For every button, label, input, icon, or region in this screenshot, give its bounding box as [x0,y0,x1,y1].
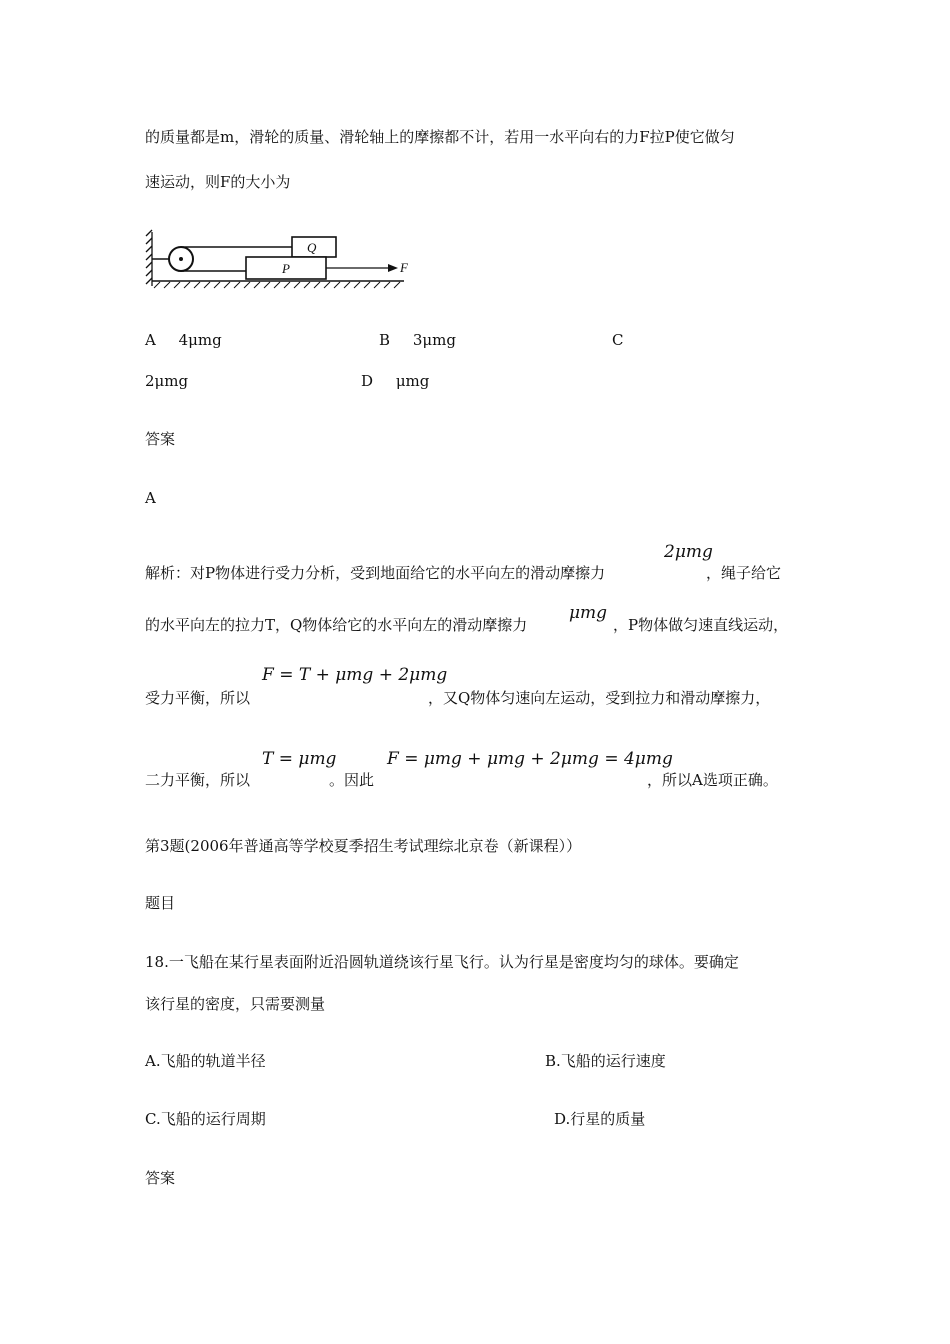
wall [146,230,152,286]
q3-answer-heading: 答案 [145,1169,176,1187]
analysis-line-3b: ，又Q物体匀速向左运动，受到拉力和滑动摩擦力， [428,689,771,707]
q2-option-a [145,330,222,350]
option-text: μmg [395,372,430,390]
math-friction-q: μmg [569,603,608,623]
q2-option-c-text: 2μmg [145,372,189,390]
option-letter: D [361,372,374,390]
q2-option-c-letter: C [612,331,624,349]
analysis-line-3a: 受力平衡，所以 [145,689,251,707]
analysis-line-2a: 的水平向左的拉力T，Q物体给它的水平向左的滑动摩擦力 [145,616,528,634]
q2-stem-line-1: 的质量都是m，滑轮的质量、滑轮轴上的摩擦都不计，若用一水平向右的力F拉P使它做匀 [145,128,735,146]
block-p-label: P [282,261,290,276]
analysis-line-4a: 二力平衡，所以 [145,771,251,789]
q2-answer: A [145,489,156,507]
q3-title: 第3题(2006年普通高等学校夏季招生考试理综北京卷（新课程）） [145,837,582,855]
analysis-line-4b: 。因此 [329,771,375,789]
math-equation-3: F = μmg + μmg + 2μmg = 4μmg [387,749,673,769]
q3-stem-heading: 题目 [145,894,176,912]
q2-option-b [379,330,456,350]
q3-option-b: B.飞船的运行速度 [545,1052,666,1070]
math-equation-2: T = μmg [262,749,337,769]
pulley-block-figure [142,226,422,298]
q2-option-d [361,371,429,391]
analysis-line-4c: ，所以A选项正确。 [647,771,778,789]
force-label: F [400,260,408,275]
q3-option-c: C.飞船的运行周期 [145,1110,266,1128]
q2-answer-heading: 答案 [145,430,176,448]
q2-stem-line-2: 速运动，则F的大小为 [145,173,291,191]
q3-stem-line-2: 该行星的密度，只需要测量 [145,995,326,1013]
option-letter: B [379,331,391,349]
block-q-label: Q [307,240,317,255]
math-friction-ground: 2μmg [664,542,713,562]
q3-option-d: D.行星的质量 [554,1110,646,1128]
option-letter: A [145,331,156,349]
analysis-line-1: 解析：对P物体进行受力分析，受到地面给它的水平向左的滑动摩擦力 [145,564,606,582]
option-text: 4μmg [178,331,222,349]
analysis-line-1-end: ，绳子给它 [706,564,782,582]
q3-stem-line-1: 18.一飞船在某行星表面附近沿圆轨道绕该行星飞行。认为行星是密度均匀的球体。要确定 [145,953,739,971]
option-text: 3μmg [412,331,456,349]
q3-option-a: A.飞船的轨道半径 [145,1052,266,1070]
math-equation-1: F = T + μmg + 2μmg [262,665,448,685]
analysis-line-2b: ，P物体做匀速直线运动， [613,616,789,634]
